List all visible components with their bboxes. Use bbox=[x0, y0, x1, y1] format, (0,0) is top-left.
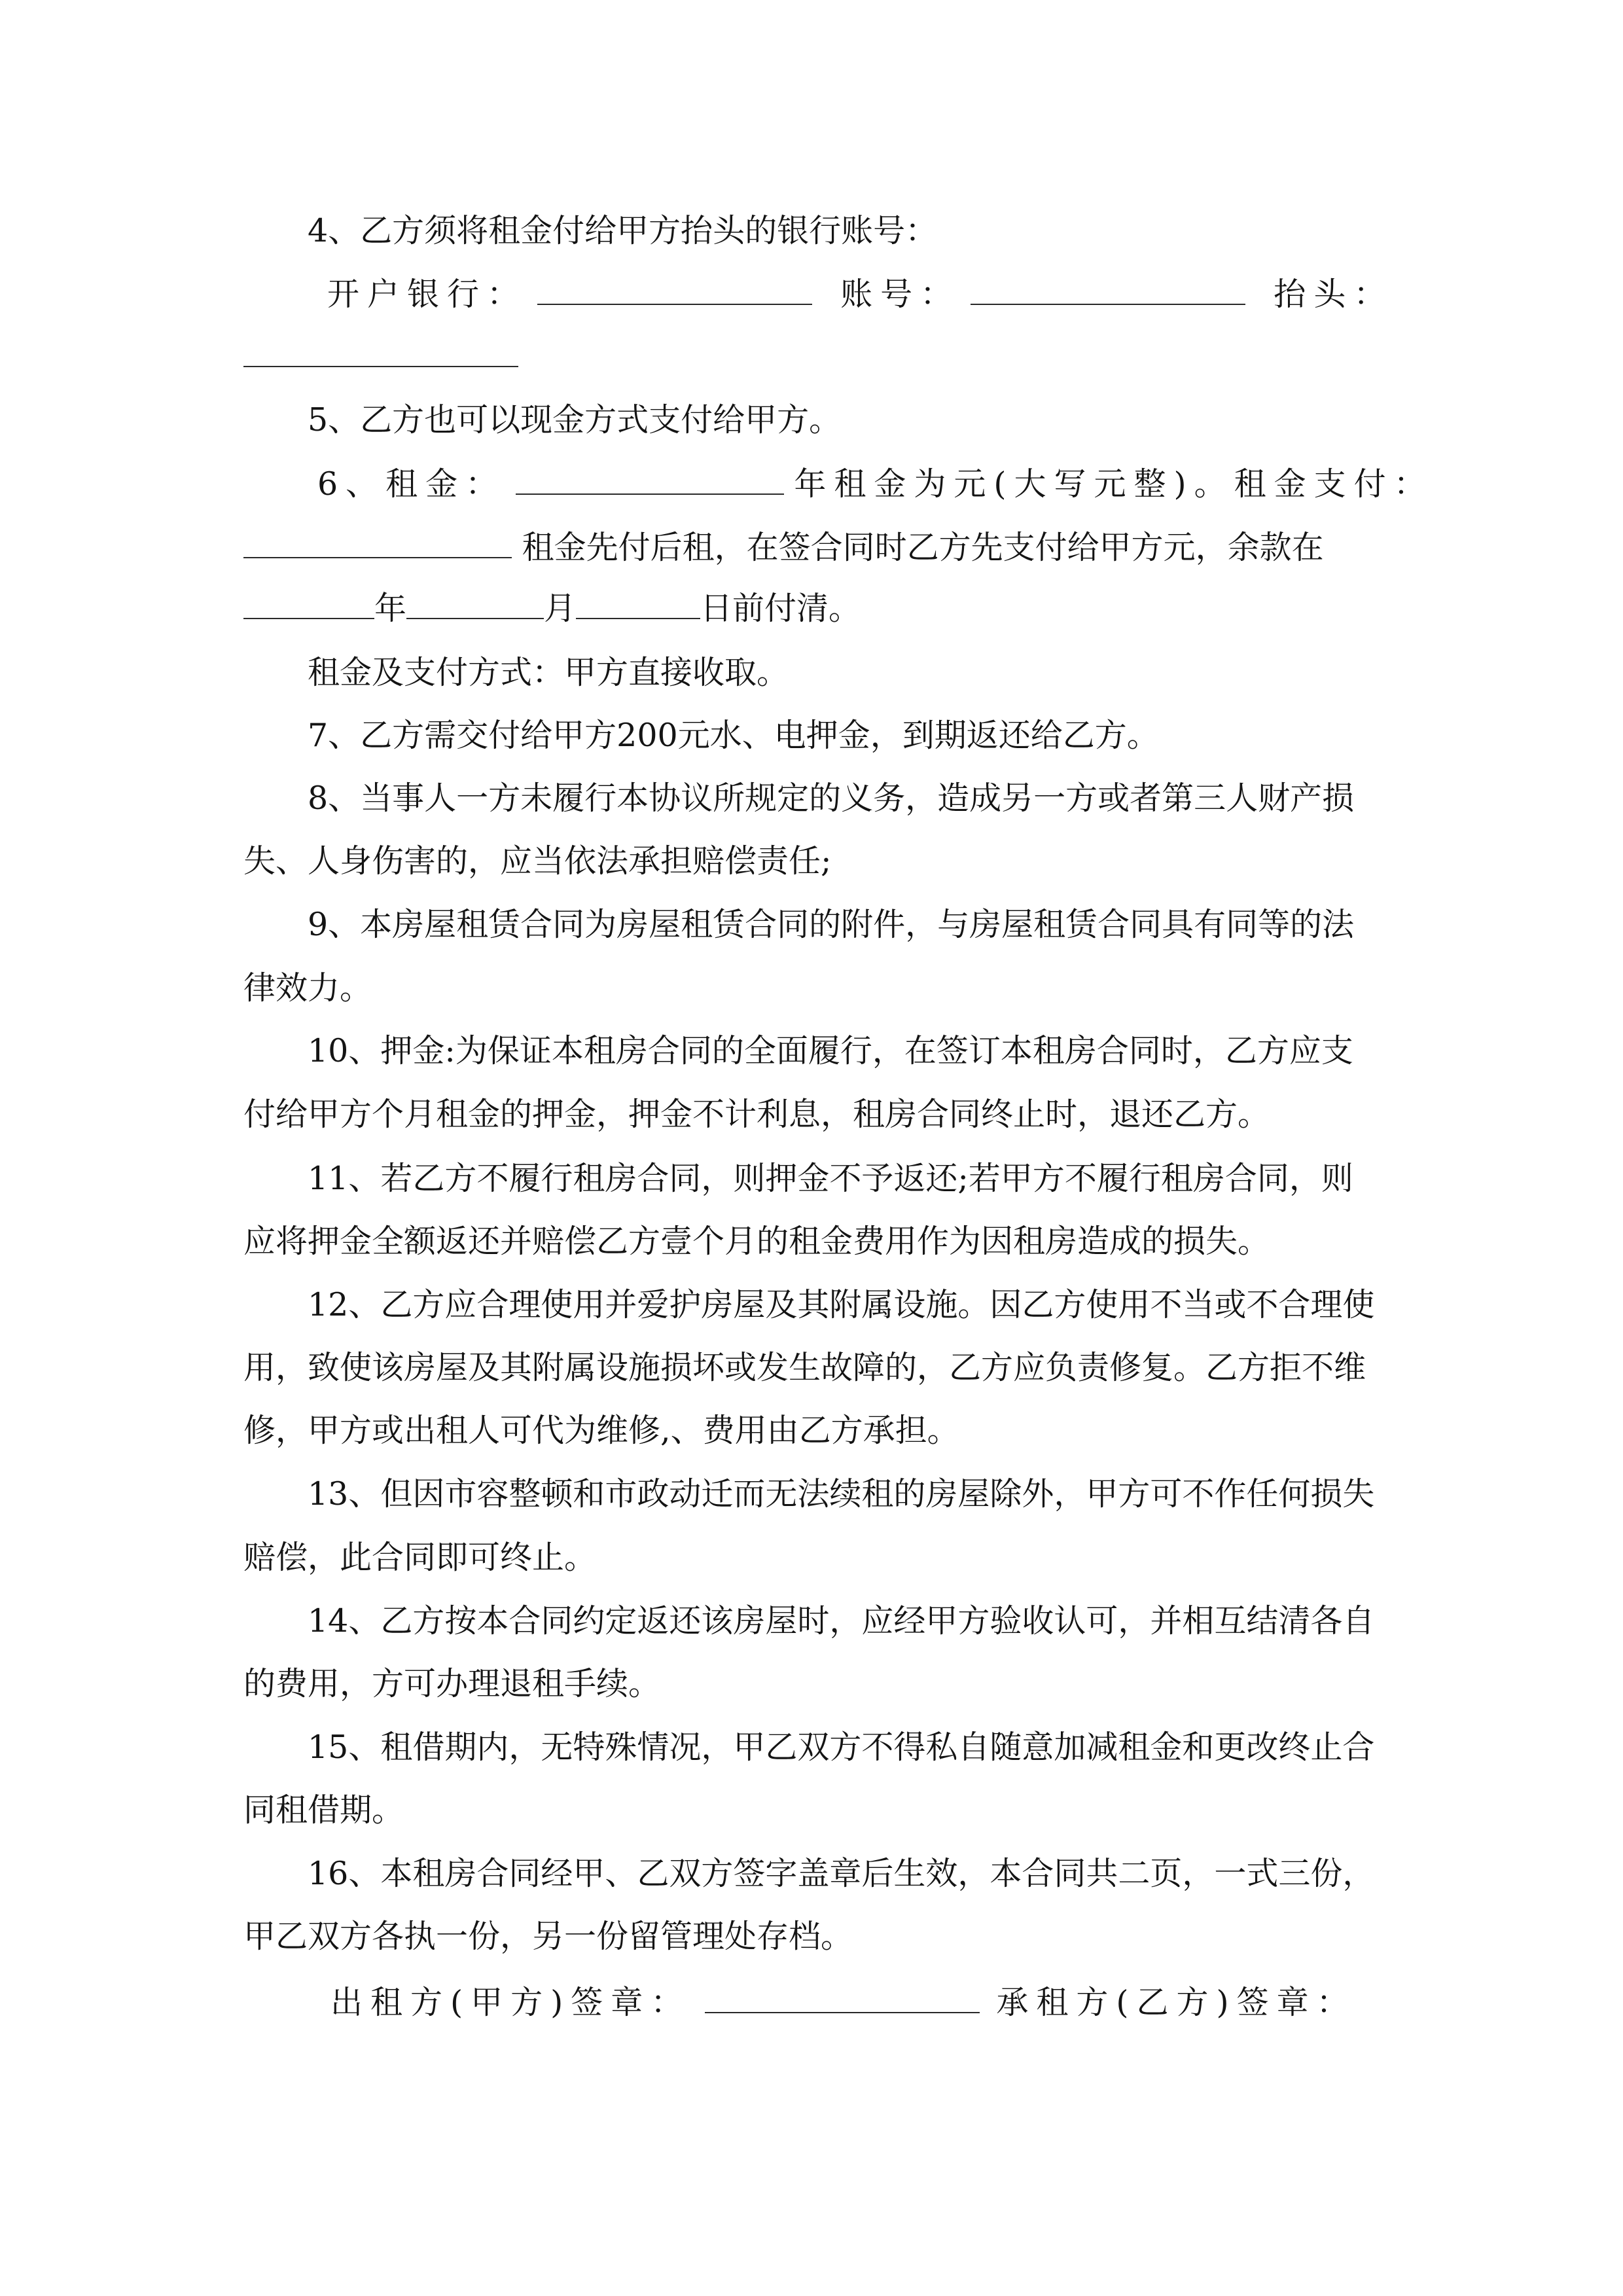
rent-amount-text: 年租金为元(大写元整)。租金支付： bbox=[794, 465, 1434, 503]
clause-6-line-1 bbox=[317, 463, 1434, 504]
payment-terms-text: 租金先付后租，在签合同时乙方先支付给甲方元，余款在 bbox=[522, 529, 1324, 566]
clause-16-line-1: 16、本租房合同经甲、乙双方签字盖章后生效，本合同共二页，一式三份， bbox=[308, 1855, 1375, 1892]
day-blank bbox=[576, 588, 700, 619]
clause-5: 5、乙方也可以现金方式支付给甲方。 bbox=[308, 401, 842, 439]
clause-9-line-2: 律效力。 bbox=[243, 969, 372, 1007]
clause-8-line-1: 8、当事人一方未履行本协议所规定的义务，造成另一方或者第三人财产损 bbox=[308, 780, 1355, 817]
bank-info-line bbox=[327, 274, 1393, 314]
year-blank bbox=[243, 588, 374, 619]
lessee-signature-label: 承租方(乙方)签章： bbox=[996, 1984, 1357, 2021]
clause-14-line-2: 的费用，方可办理退租手续。 bbox=[243, 1665, 661, 1702]
clause-15-line-2: 同租借期。 bbox=[243, 1791, 404, 1829]
payment-method: 租金及支付方式：甲方直接收取。 bbox=[308, 654, 789, 691]
clause-10-line-1: 10、押金:为保证本租房合同的全面履行，在签订本租房合同时，乙方应支 bbox=[308, 1032, 1353, 1069]
clause-15-line-1: 15、租借期内，无特殊情况，甲乙双方不得私自随意加减租金和更改终止合 bbox=[308, 1729, 1375, 1766]
clause-7: 7、乙方需交付给甲方200元水、电押金，到期返还给乙方。 bbox=[308, 717, 1159, 754]
lessor-signature-blank bbox=[705, 1982, 980, 2013]
header-blank-line bbox=[243, 336, 518, 376]
header-label: 抬头： bbox=[1274, 276, 1394, 313]
clause-6-line-2 bbox=[243, 527, 1324, 567]
payment-blank bbox=[243, 527, 512, 558]
clause-11-line-2: 应将押金全额返还并赔偿乙方壹个月的租金费用作为因租房造成的损失。 bbox=[243, 1223, 1270, 1260]
day-label: 日前付清。 bbox=[700, 590, 861, 627]
month-label: 月 bbox=[544, 590, 577, 627]
rent-blank bbox=[516, 463, 784, 495]
clause-13-line-2: 赔偿，此合同即可终止。 bbox=[243, 1539, 597, 1576]
clause-12-line-2: 用，致使该房屋及其附属设施损坏或发生故障的，乙方应负责修复。乙方拒不维 bbox=[243, 1349, 1366, 1386]
clause-6-line-3 bbox=[243, 588, 861, 628]
month-blank bbox=[406, 588, 544, 619]
clause-12-line-1: 12、乙方应合理使用并爱护房屋及其附属设施。因乙方使用不当或不合理使 bbox=[308, 1286, 1375, 1323]
clause-8-line-2: 失、人身伤害的，应当依法承担赔偿责任; bbox=[243, 842, 832, 880]
signature-line bbox=[330, 1982, 1357, 2022]
bank-name-blank bbox=[537, 274, 812, 305]
clause-12-line-3: 修，甲方或出租人可代为维修,、费用由乙方承担。 bbox=[243, 1412, 959, 1449]
lessor-signature-label: 出租方(甲方)签章： bbox=[330, 1984, 691, 2021]
clause-10-line-2: 付给甲方个月租金的押金，押金不计利息，租房合同终止时，退还乙方。 bbox=[243, 1096, 1270, 1133]
clause-4: 4、乙方须将租金付给甲方抬头的银行账号： bbox=[308, 212, 938, 249]
clause-16-line-2: 甲乙双方各执一份，另一份留管理处存档。 bbox=[243, 1918, 853, 1955]
clause-13-line-1: 13、但因市容整顿和市政动迁而无法续租的房屋除外，甲方可不作任何损失 bbox=[308, 1475, 1375, 1513]
clause-9-line-1: 9、本房屋租赁合同为房屋租赁合同的附件，与房屋租赁合同具有同等的法 bbox=[308, 906, 1355, 943]
rent-label: 6、租金： bbox=[317, 465, 506, 503]
clause-14-line-1: 14、乙方按本合同约定返还该房屋时，应经甲方验收认可，并相互结清各自 bbox=[308, 1602, 1375, 1640]
clause-11-line-1: 11、若乙方不履行租房合同，则押金不予返还;若甲方不履行租房合同，则 bbox=[308, 1160, 1353, 1197]
account-number-blank bbox=[971, 274, 1245, 305]
bank-label: 开户银行： bbox=[327, 276, 527, 313]
year-label: 年 bbox=[374, 590, 407, 627]
account-label: 账号： bbox=[840, 276, 961, 313]
header-blank bbox=[243, 336, 518, 367]
